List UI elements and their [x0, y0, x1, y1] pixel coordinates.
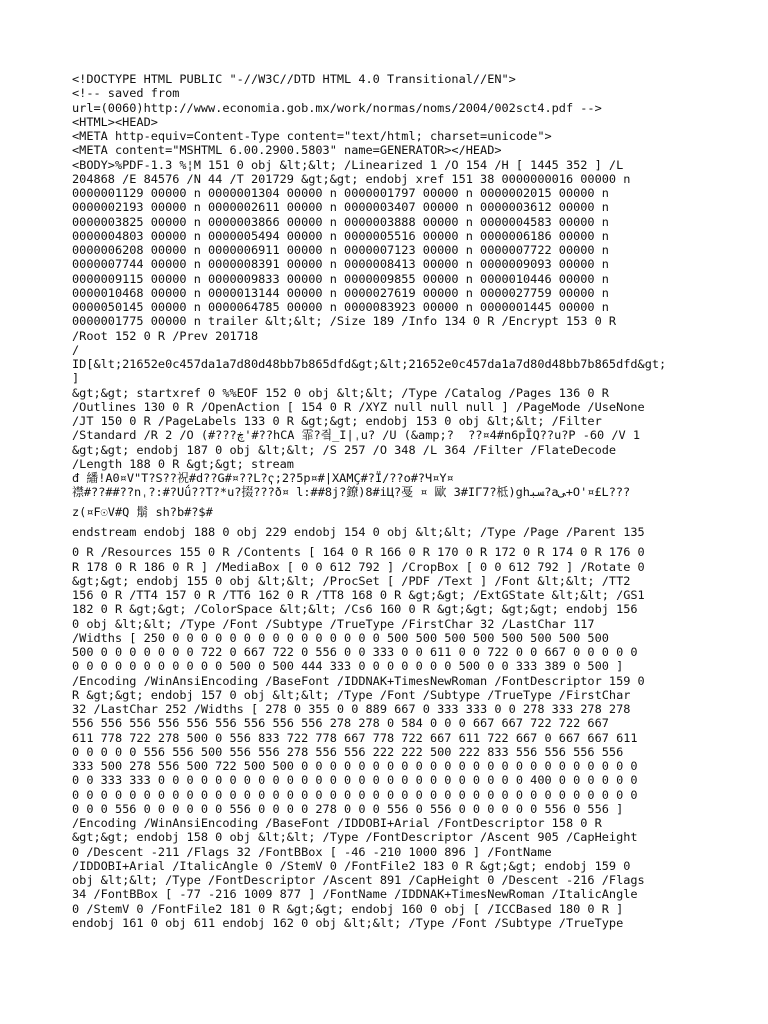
text-line: 204868 /E 84576 /N 44 /T 201729 &gt;&gt; endobj xref 151 38 0000000016 00000 n: [72, 171, 631, 186]
text-line: endobj 161 0 obj 611 endobj 162 0 obj &lt;&lt; /Type /Font /Subtype /TrueType: [72, 915, 624, 930]
text-line: 0 /Descent -211 /Flags 32 /FontBBox [ -46 -210 1000 896 ] /FontName: [72, 844, 552, 859]
text-line: /Encoding /WinAnsiEncoding /BaseFont /IDDNAK+TimesNewRoman /FontDescriptor 159 0: [72, 673, 645, 688]
text-line: <!-- saved from: [72, 86, 180, 101]
text-line: R &gt;&gt; endobj 157 0 obj &lt;&lt; /Type /Font /Subtype /TrueType /FirstChar: [72, 687, 631, 702]
text-line: R 178 0 R 186 0 R ] /MediaBox [ 0 0 612 792 ] /CropBox [ 0 0 612 792 ] /Rotate 0: [72, 559, 645, 574]
text-line: &gt;&gt; endobj 158 0 obj &lt;&lt; /Type /FontDescriptor /Ascent 905 /CapHeight: [72, 830, 638, 845]
text-line: ]: [72, 371, 80, 386]
text-line: <META content="MSHTML 6.00.2900.5803" name=GENERATOR></HEAD>: [72, 143, 502, 158]
text-line: 0 0 333 333 0 0 0 0 0 0 0 0 0 0 0 0 0 0 0 0 0 0 0 0 0 0 0 0 0 0 400 0 0 0 0 0 0: [72, 773, 638, 788]
text-line: 0000003825 00000 n 0000003866 00000 n 0000003888 00000 n 0000004583 00000 n: [72, 214, 609, 229]
text-line: 0 /StemV 0 /FontFile2 181 0 R &gt;&gt; endobj 160 0 obj [ /ICCBased 180 0 R ]: [72, 901, 624, 916]
text-line: 0 R /Resources 155 0 R /Contents [ 164 0 R 166 0 R 170 0 R 172 0 R 174 0 R 176 0: [72, 545, 645, 560]
text-line: <BODY>%PDF-1.3 %¦M 151 0 obj &lt;&lt; /Linearized 1 /O 154 /H [ 1445 352 ] /L: [72, 157, 624, 172]
text-line: endstream endobj 188 0 obj 229 endobj 154 0 obj &lt;&lt; /Type /Page /Parent 135: [72, 525, 645, 540]
text-line: 611 778 722 278 500 0 556 833 722 778 667 778 722 667 611 722 667 0 667 667 611: [72, 730, 638, 745]
text-line: 0000009115 00000 n 0000009833 00000 n 0000009855 00000 n 0000010446 00000 n: [72, 271, 609, 286]
text-line: 0000002193 00000 n 0000002611 00000 n 0000003407 00000 n 0000003612 00000 n: [72, 200, 609, 215]
text-line: 0000006208 00000 n 0000006911 00000 n 0000007123 00000 n 0000007722 00000 n: [72, 243, 609, 257]
text-line: /Outlines 130 0 R /OpenAction [ 154 0 R /XYZ null null null ] /PageMode /UseNone: [72, 399, 645, 414]
text-line: /Widths [ 250 0 0 0 0 0 0 0 0 0 0 0 0 0 0 0 500 500 500 500 500 500 500 500: [72, 630, 609, 645]
text-line: 0000050145 00000 n 0000064785 00000 n 0000083923 00000 n 0000001445 00000 n: [72, 300, 609, 314]
text-line: z(¤F☉V#Q 鬅 sh?b#?$#: [72, 505, 213, 520]
text-line: 0 0 0 556 0 0 0 0 0 0 556 0 0 0 0 278 0 0 0 556 0 556 0 0 0 0 0 0 556 0 556 ]: [72, 801, 624, 816]
text-line: 500 0 0 0 0 0 0 0 722 0 667 722 0 556 0 0 333 0 0 611 0 0 722 0 0 667 0 0 0 0 0: [72, 645, 638, 659]
text-line: 0000010468 00000 n 0000013144 00000 n 0000027619 00000 n 0000027759 00000 n: [72, 285, 609, 300]
text-line: 0000001129 00000 n 0000001304 00000 n 0000001797 00000 n 0000002015 00000 n: [72, 186, 609, 200]
text-line: /: [72, 342, 80, 357]
text-line: 556 556 556 556 556 556 556 556 556 278 278 0 584 0 0 0 667 667 722 722 667: [72, 716, 609, 731]
text-line: 333 500 278 556 500 722 500 500 0 0 0 0 0 0 0 0 0 0 0 0 0 0 0 0 0 0 0 0 0 0 0 0: [72, 759, 638, 773]
text-line: 0 0 0 0 0 0 0 0 0 0 0 500 0 500 444 333 0 0 0 0 0 0 0 500 0 0 333 389 0 500 ]: [72, 659, 624, 674]
text-line: 0 0 0 0 0 556 556 500 556 556 278 556 556 222 222 500 222 833 556 556 556 556: [72, 744, 624, 759]
text-line: 0000001775 00000 n trailer &lt;&lt; /Size 189 /Info 134 0 R /Encrypt 153 0 R: [72, 314, 617, 329]
text-line: /IDDOBI+Arial /ItalicAngle 0 /StemV 0 /FontFile2 183 0 R &gt;&gt; endobj 159 0: [72, 858, 631, 873]
text-line: /Root 152 0 R /Prev 201718: [72, 328, 259, 343]
text-line: 0000004803 00000 n 0000005494 00000 n 0000005516 00000 n 0000006186 00000 n: [72, 228, 609, 243]
text-line: /JT 150 0 R /PageLabels 133 0 R &gt;&gt; endobj 153 0 obj &lt;&lt; /Filter: [72, 414, 602, 428]
text-line: <!DOCTYPE HTML PUBLIC "-//W3C//DTD HTML 4.0 Transitional//EN">: [72, 72, 516, 86]
text-line: obj &lt;&lt; /Type /FontDescriptor /Ascent 891 /CapHeight 0 /Descent -216 /Flags: [72, 873, 645, 887]
text-line: 34 /FontBBox [ -77 -216 1009 877 ] /FontName /IDDNAK+TimesNewRoman /ItalicAngle: [72, 887, 638, 902]
raw-pdf-source-text: [72, 72, 712, 930]
text-line: 156 0 R /TT4 157 0 R /TT6 162 0 R /TT8 168 0 R &gt;&gt; /ExtGState &lt;&lt; /GS1: [72, 588, 645, 602]
text-line: 32 /LastChar 252 /Widths [ 278 0 355 0 0 889 667 0 333 333 0 0 278 333 278 278: [72, 702, 631, 716]
text-line: &gt;&gt; startxref 0 %%EOF 152 0 obj &lt;&lt; /Type /Catalog /Pages 136 0 R: [72, 385, 609, 400]
text-line: &gt;&gt; endobj 155 0 obj &lt;&lt; /ProcSet [ /PDF /Text ] /Font &lt;&lt; /TT2: [72, 573, 631, 588]
text-line: &gt;&gt; endobj 187 0 obj &lt;&lt; /S 257 /O 348 /L 364 /Filter /FlateDecode: [72, 442, 617, 457]
text-line: 襟#??##??nˌ?:#?Uǘ??T?*u?掇???ð¤ l:##8j?鐐)8#iЦ?戞 ¤ 歐 3#IΓ7?柢)ghﺴﺒ?aﻰ+O'¤£L???: [72, 485, 631, 500]
text-line: <META http-equiv=Content-Type content="text/html; charset=unicode">: [72, 129, 552, 143]
text-line: 0 obj &lt;&lt; /Type /Font /Subtype /TrueType /FirstChar 32 /LastChar 117: [72, 616, 595, 631]
text-line: url=(0060)http://www.economia.gob.mx/work/normas/noms/2004/002sct4.pdf -->: [72, 100, 602, 115]
text-line: đ 繙!A0¤V"T?S??祝#d??G#¤??L?ҁ;2?5p¤#|XAMÇ#?Ï/??o#?Ч¤Y¤: [72, 471, 454, 485]
text-line: 182 0 R &gt;&gt; /ColorSpace &lt;&lt; /Cs6 160 0 R &gt;&gt; &gt;&gt; endobj 156: [72, 602, 638, 617]
text-line: ID[&lt;21652e0c457da1a7d80d48bb7b865dfd&gt;&lt;21652e0c457da1a7d80d48bb7b865dfd&gt;: [72, 357, 667, 371]
text-line: <HTML><HEAD>: [72, 114, 158, 129]
text-line: /Length 188 0 R &gt;&gt; stream: [72, 456, 294, 471]
text-line: 0 0 0 0 0 0 0 0 0 0 0 0 0 0 0 0 0 0 0 0 0 0 0 0 0 0 0 0 0 0 0 0 0 0 0 0 0 0 0 0: [72, 787, 638, 802]
text-line: /Encoding /WinAnsiEncoding /BaseFont /IDDOBI+Arial /FontDescriptor 158 0 R: [72, 816, 602, 830]
text-line: 0000007744 00000 n 0000008391 00000 n 0000008413 00000 n 0000009093 00000 n: [72, 257, 609, 272]
text-line: /Standard /R 2 /O (#???ڿ'#??hCA 霏?즼_I|ˌu? /U (&amp;? ??¤4#n6pĪQ??u?P -60 /V 1: [72, 428, 640, 443]
